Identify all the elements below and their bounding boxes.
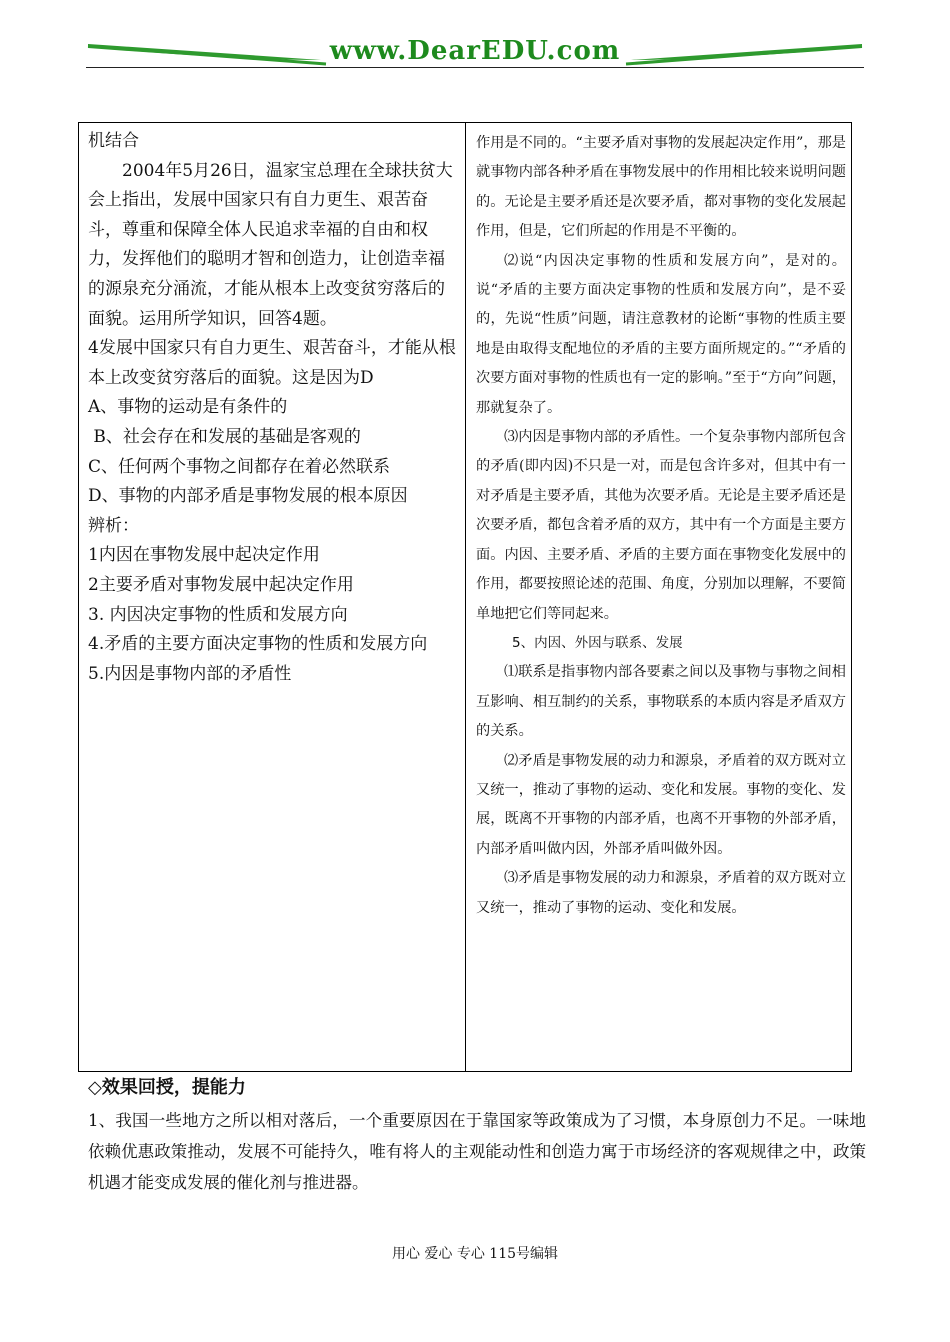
brand-logo-text[interactable]: www.DearEDU.com <box>329 36 621 66</box>
right-paragraph-3: ⑶内因是事物内部的矛盾性。一个复杂事物内部所包含的矛盾(即内因)不只是一对，而是包含许多对，但其中有一对矛盾是主要矛盾，其他为次要矛盾。无论是主要矛盾还是次要矛盾，都包含着矛盾的双方，其中有一个方面是主要方面。内因、主要矛盾、矛盾的主要方面在事物变化发展中的作用，都要按照论述的范围、角度，分别加以理解，不要简单地把它们等同起来。 <box>476 429 846 622</box>
left-cell <box>88 127 458 689</box>
header-rule <box>86 67 864 68</box>
exercise-paragraph: 1、我国一些地方之所以相对落后，一个重要原因在于靠国家等政策成为了习惯，本身原创力不足。一味地依赖优惠政策推动，发展不可能持久，唯有将人的主观能动性和创造力寓于市场经济的客观规律之中，政策机遇才能变成发展的催化剂与推进器。 <box>88 1111 866 1192</box>
analysis-item-2: 2主要矛盾对事物发展中起决定作用 <box>88 574 354 595</box>
right-paragraph-continuation: 作用是不同的。“主要矛盾对事物的发展起决定作用”，那是就事物内部各种矛盾在事物发展中的作用相比较来说明问题的。无论是主要矛盾还是次要矛盾，都对事物的变化发展起作用，但是，它们所起的作用是不平衡的。 <box>476 135 846 240</box>
right-cell <box>476 129 846 923</box>
analysis-item-3: 3. 内因决定事物的性质和发展方向 <box>88 604 348 625</box>
right-paragraph-5-3: ⑶矛盾是事物发展的动力和源泉，矛盾着的双方既对立又统一，推动了事物的运动、变化和发展。 <box>476 870 846 916</box>
question-4-stem: 4发展中国家只有自力更生、艰苦奋斗，才能从根本上改变贫穷落后的面貌。这是因为D <box>88 338 456 388</box>
right-section-heading: 5、内因、外因与联系、发展 <box>512 634 683 651</box>
analysis-label: 辨析： <box>88 515 139 536</box>
option-d: D、事物的内部矛盾是事物发展的根本原因 <box>88 486 408 507</box>
analysis-item-4: 4.矛盾的主要方面决定事物的性质和发展方向 <box>88 634 428 655</box>
left-line-continuation: 机结合 <box>88 131 139 151</box>
analysis-item-5: 5.内因是事物内部的矛盾性 <box>88 663 292 684</box>
section-title: ◇效果回授，提能力 <box>88 1077 246 1098</box>
option-b: B、社会存在和发展的基础是客观的 <box>88 426 361 447</box>
right-paragraph-5-2: ⑵矛盾是事物发展的动力和源泉，矛盾着的双方既对立又统一，推动了事物的运动、变化和发展。事物的变化、发展，既离不开事物的内部矛盾，也离不开事物的外部矛盾，内部矛盾叫做内因，外部矛盾叫做外因。 <box>476 752 846 857</box>
page-footer: 用心 爱心 专心 115号编辑 <box>391 1246 559 1262</box>
right-paragraph-5-1: ⑴联系是指事物内部各要素之间以及事物与事物之间相互影响、相互制约的关系，事物联系的本质内容是矛盾双方的关系。 <box>476 664 846 740</box>
left-material-paragraph: 2004年5月26日，温家宝总理在全球扶贫大会上指出，发展中国家只有自力更生、艰苦奋斗，尊重和保障全体人民追求幸福的自由和权力，发挥他们的聪明才智和创造力，让创造幸福的源泉充分涌流，才能从根本上改变贫穷落后的面貌。运用所学知识，回答4题。 <box>88 160 453 329</box>
column-divider <box>465 123 466 1071</box>
analysis-item-1: 1内因在事物发展中起决定作用 <box>88 545 320 566</box>
option-c: C、任何两个事物之间都存在着必然联系 <box>88 456 391 477</box>
content-table <box>78 122 852 1072</box>
right-paragraph-2: ⑵说“内因决定事物的性质和发展方向”，是对的。说“矛盾的主要方面决定事物的性质和发展方向”，是不妥的，先说“性质”问题，请注意教材的论断“事物的性质主要地是由取得支配地位的矛盾的主要方面所规定的。”“矛盾的次要方面对事物的性质也有一定的影响。”至于“方向”问题，那就复杂了。 <box>476 252 846 416</box>
option-a: A、事物的运动是有条件的 <box>88 397 288 418</box>
